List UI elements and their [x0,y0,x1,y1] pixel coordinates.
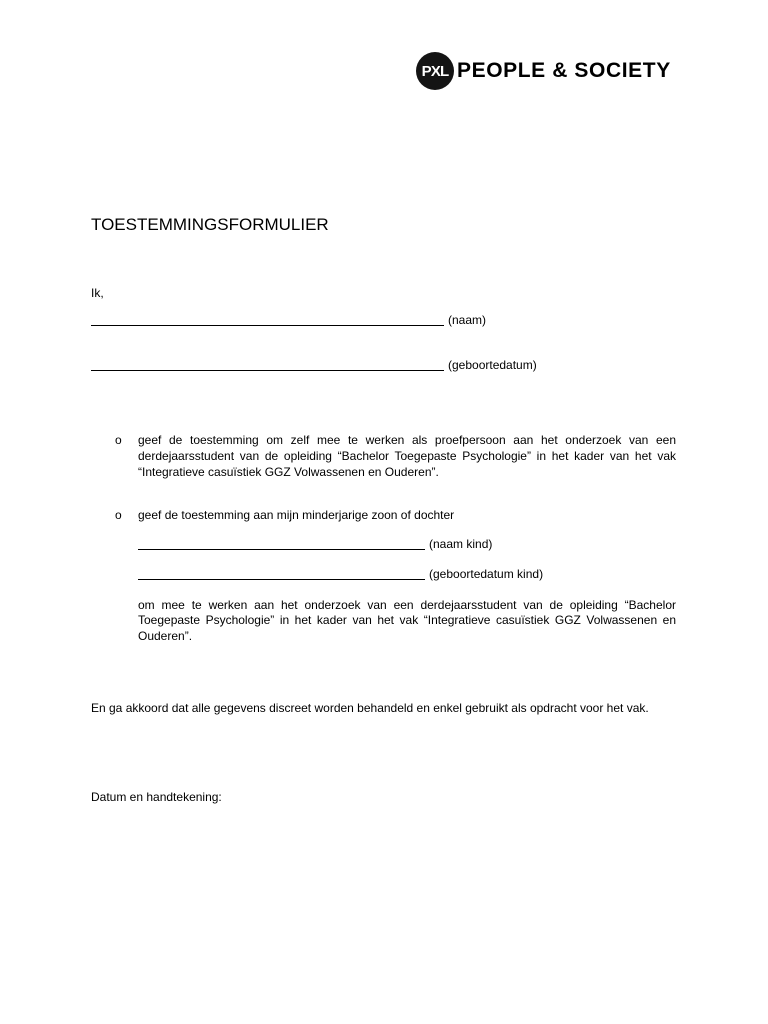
name-field-row [91,312,486,328]
name-field-label: (naam) [448,313,487,327]
birthdate-field-row [91,357,537,373]
child-name-blank-line [138,539,425,550]
form-title: TOESTEMMINGSFORMULIER [91,215,329,234]
birthdate-blank-line [91,360,444,371]
child-birthdate-field-label: (geboortedatum kind) [429,567,544,581]
birthdate-field-label: (geboortedatum) [448,358,537,372]
option-1-line: derdejaarsstudent van de opleiding “Bachelor Toegepaste Psychologie” in het kader van het vak [138,449,676,463]
intro-text: Ik, [91,286,104,300]
child-birthdate-blank-line [138,569,425,580]
option-1-line: “Integratieve casuïstiek GGZ Volwassenen en Ouderen”. [138,465,439,479]
option-2-line: Toegepaste Psychologie” in het kader van het vak “Integratieve casuïstiek GGZ Volwassenen en [138,613,676,627]
option-1-bullet: o [115,433,122,447]
child-name-field-label: (naam kind) [429,537,493,551]
name-blank-line [91,315,444,326]
option-2-line: Ouderen”. [138,629,193,643]
option-1-line: geef de toestemming om zelf mee te werken als proefpersoon aan het onderzoek van een [138,433,676,447]
child-name-field-row [138,536,492,552]
pxl-logo-circle [416,52,454,90]
child-birthdate-field-row [138,566,543,582]
option-2-text: geef de toestemming aan mijn minderjarige zoon of dochter [138,508,455,522]
option-2-bullet: o [115,508,122,522]
agreement-text: En ga akkoord dat alle gegevens discreet worden behandeld en enkel gebruikt als opdracht voor het vak. [91,701,649,715]
option-2-line: om mee te werken aan het onderzoek van een derdejaarsstudent van de opleiding “Bachelor [138,598,676,612]
logo-wordmark: PEOPLE & SOCIETY [457,59,671,82]
pxl-logo-mark-text: PXL [421,62,449,80]
signature-label: Datum en handtekening: [91,790,222,804]
